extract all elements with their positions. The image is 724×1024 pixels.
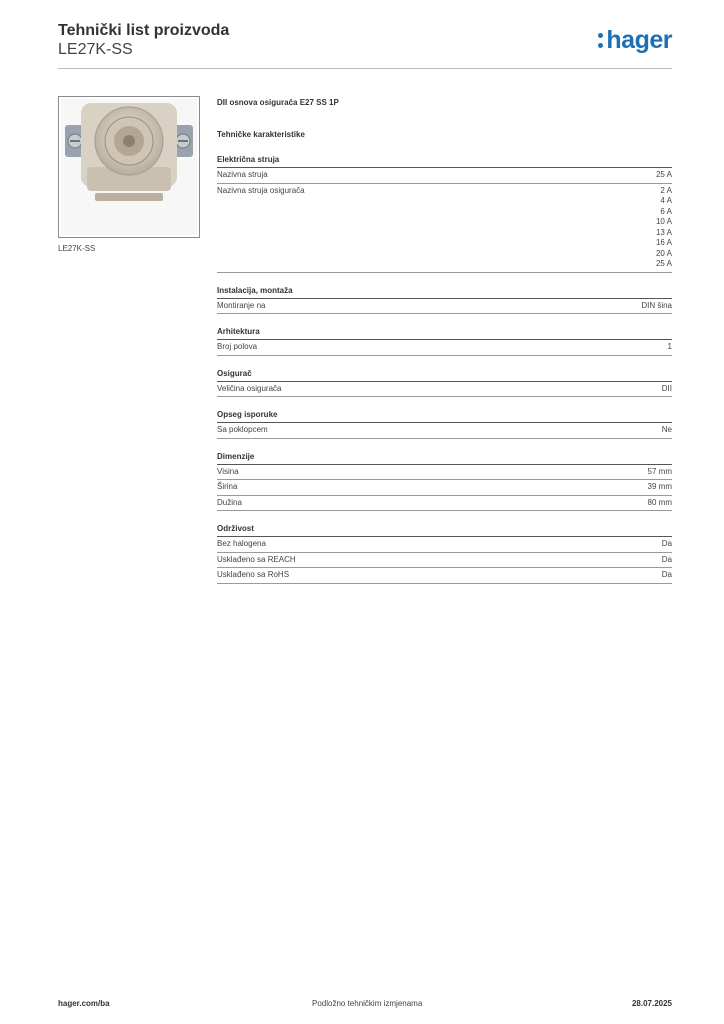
spec-value: 80 mm [647,497,672,507]
section-current [217,155,672,273]
footer-website-link[interactable]: hager.com/ba [58,999,110,1008]
section-title: Dimenzije [217,452,672,465]
spec-label: Nazivna struja osigurača [217,185,305,195]
page-header [58,22,229,59]
spec-row [217,168,672,184]
section-title: Arhitektura [217,327,672,340]
section-fuse [217,369,672,398]
product-description: DII osnova osigurača E27 SS 1P [217,98,339,107]
spec-value: DII [661,383,672,393]
product-code: LE27K-SS [58,41,133,58]
spec-label: Sa poklopcem [217,425,268,434]
logo-dots-icon [598,30,604,50]
image-caption: LE27K-SS [58,244,96,253]
spec-value: 25 A [655,259,672,268]
fuse-base-icon [59,97,199,237]
spec-label: Broj polova [217,342,258,351]
spec-value: Ne [661,425,672,434]
section-title: Opseg isporuke [217,410,672,423]
spec-value: 16 A [655,238,672,247]
section-sustainability [217,524,672,584]
document-title: Tehnički list proizvoda [58,22,230,39]
spec-row [217,496,672,512]
spec-value: 6 A [660,206,672,216]
spec-value: 4 A [660,196,672,205]
spec-label: Širina [217,482,238,491]
spec-value: 10 A [655,217,672,226]
spec-value: 25 A [655,170,672,179]
spec-value: 2 A [660,185,672,195]
section-architecture [217,327,672,356]
spec-label: Usklađeno sa RoHS [217,570,290,579]
spec-value: DIN šina [641,300,672,310]
spec-value: 57 mm [647,466,672,476]
product-image [58,96,200,238]
characteristics-heading: Tehničke karakteristike [217,130,305,139]
spec-row [217,568,672,584]
section-title: Održivost [217,524,672,537]
footer-notice: Podložno tehničkim izmjenama [312,999,423,1008]
spec-label: Usklađeno sa REACH [217,554,296,564]
footer-date: 28.07.2025 [631,999,672,1008]
spec-row [217,299,672,315]
spec-label: Montiranje na [217,300,266,310]
spec-row [217,537,672,553]
spec-value: Da [661,570,672,579]
section-dimensions [217,452,672,512]
spec-label: Dužina [217,497,242,507]
spec-label: Veličina osigurača [217,383,282,393]
logo-wordmark: hager [606,26,672,54]
section-title: Instalacija, montaža [217,286,672,299]
section-title: Osigurač [217,369,672,382]
spec-row [217,184,672,273]
section-scope [217,410,672,439]
header-divider [58,68,672,69]
spec-row [217,553,672,569]
spec-row [217,382,672,398]
spec-value: 39 mm [647,482,672,491]
section-installation [217,286,672,315]
spec-row [217,465,672,481]
spec-value: 20 A [655,248,672,258]
spec-value: 1 [667,342,672,351]
spec-label: Visina [217,466,239,476]
spec-value-list [656,186,672,270]
spec-value: Da [661,554,672,564]
spec-value: Da [661,539,672,548]
spec-label: Bez halogena [217,539,266,548]
spec-label: Nazivna struja [217,170,268,179]
hager-logo [598,26,672,54]
section-title: Električna struja [217,155,672,168]
spec-row [217,340,672,356]
spec-value: 13 A [655,227,672,237]
spec-row [217,480,672,496]
spec-row [217,423,672,439]
specifications [217,98,672,584]
